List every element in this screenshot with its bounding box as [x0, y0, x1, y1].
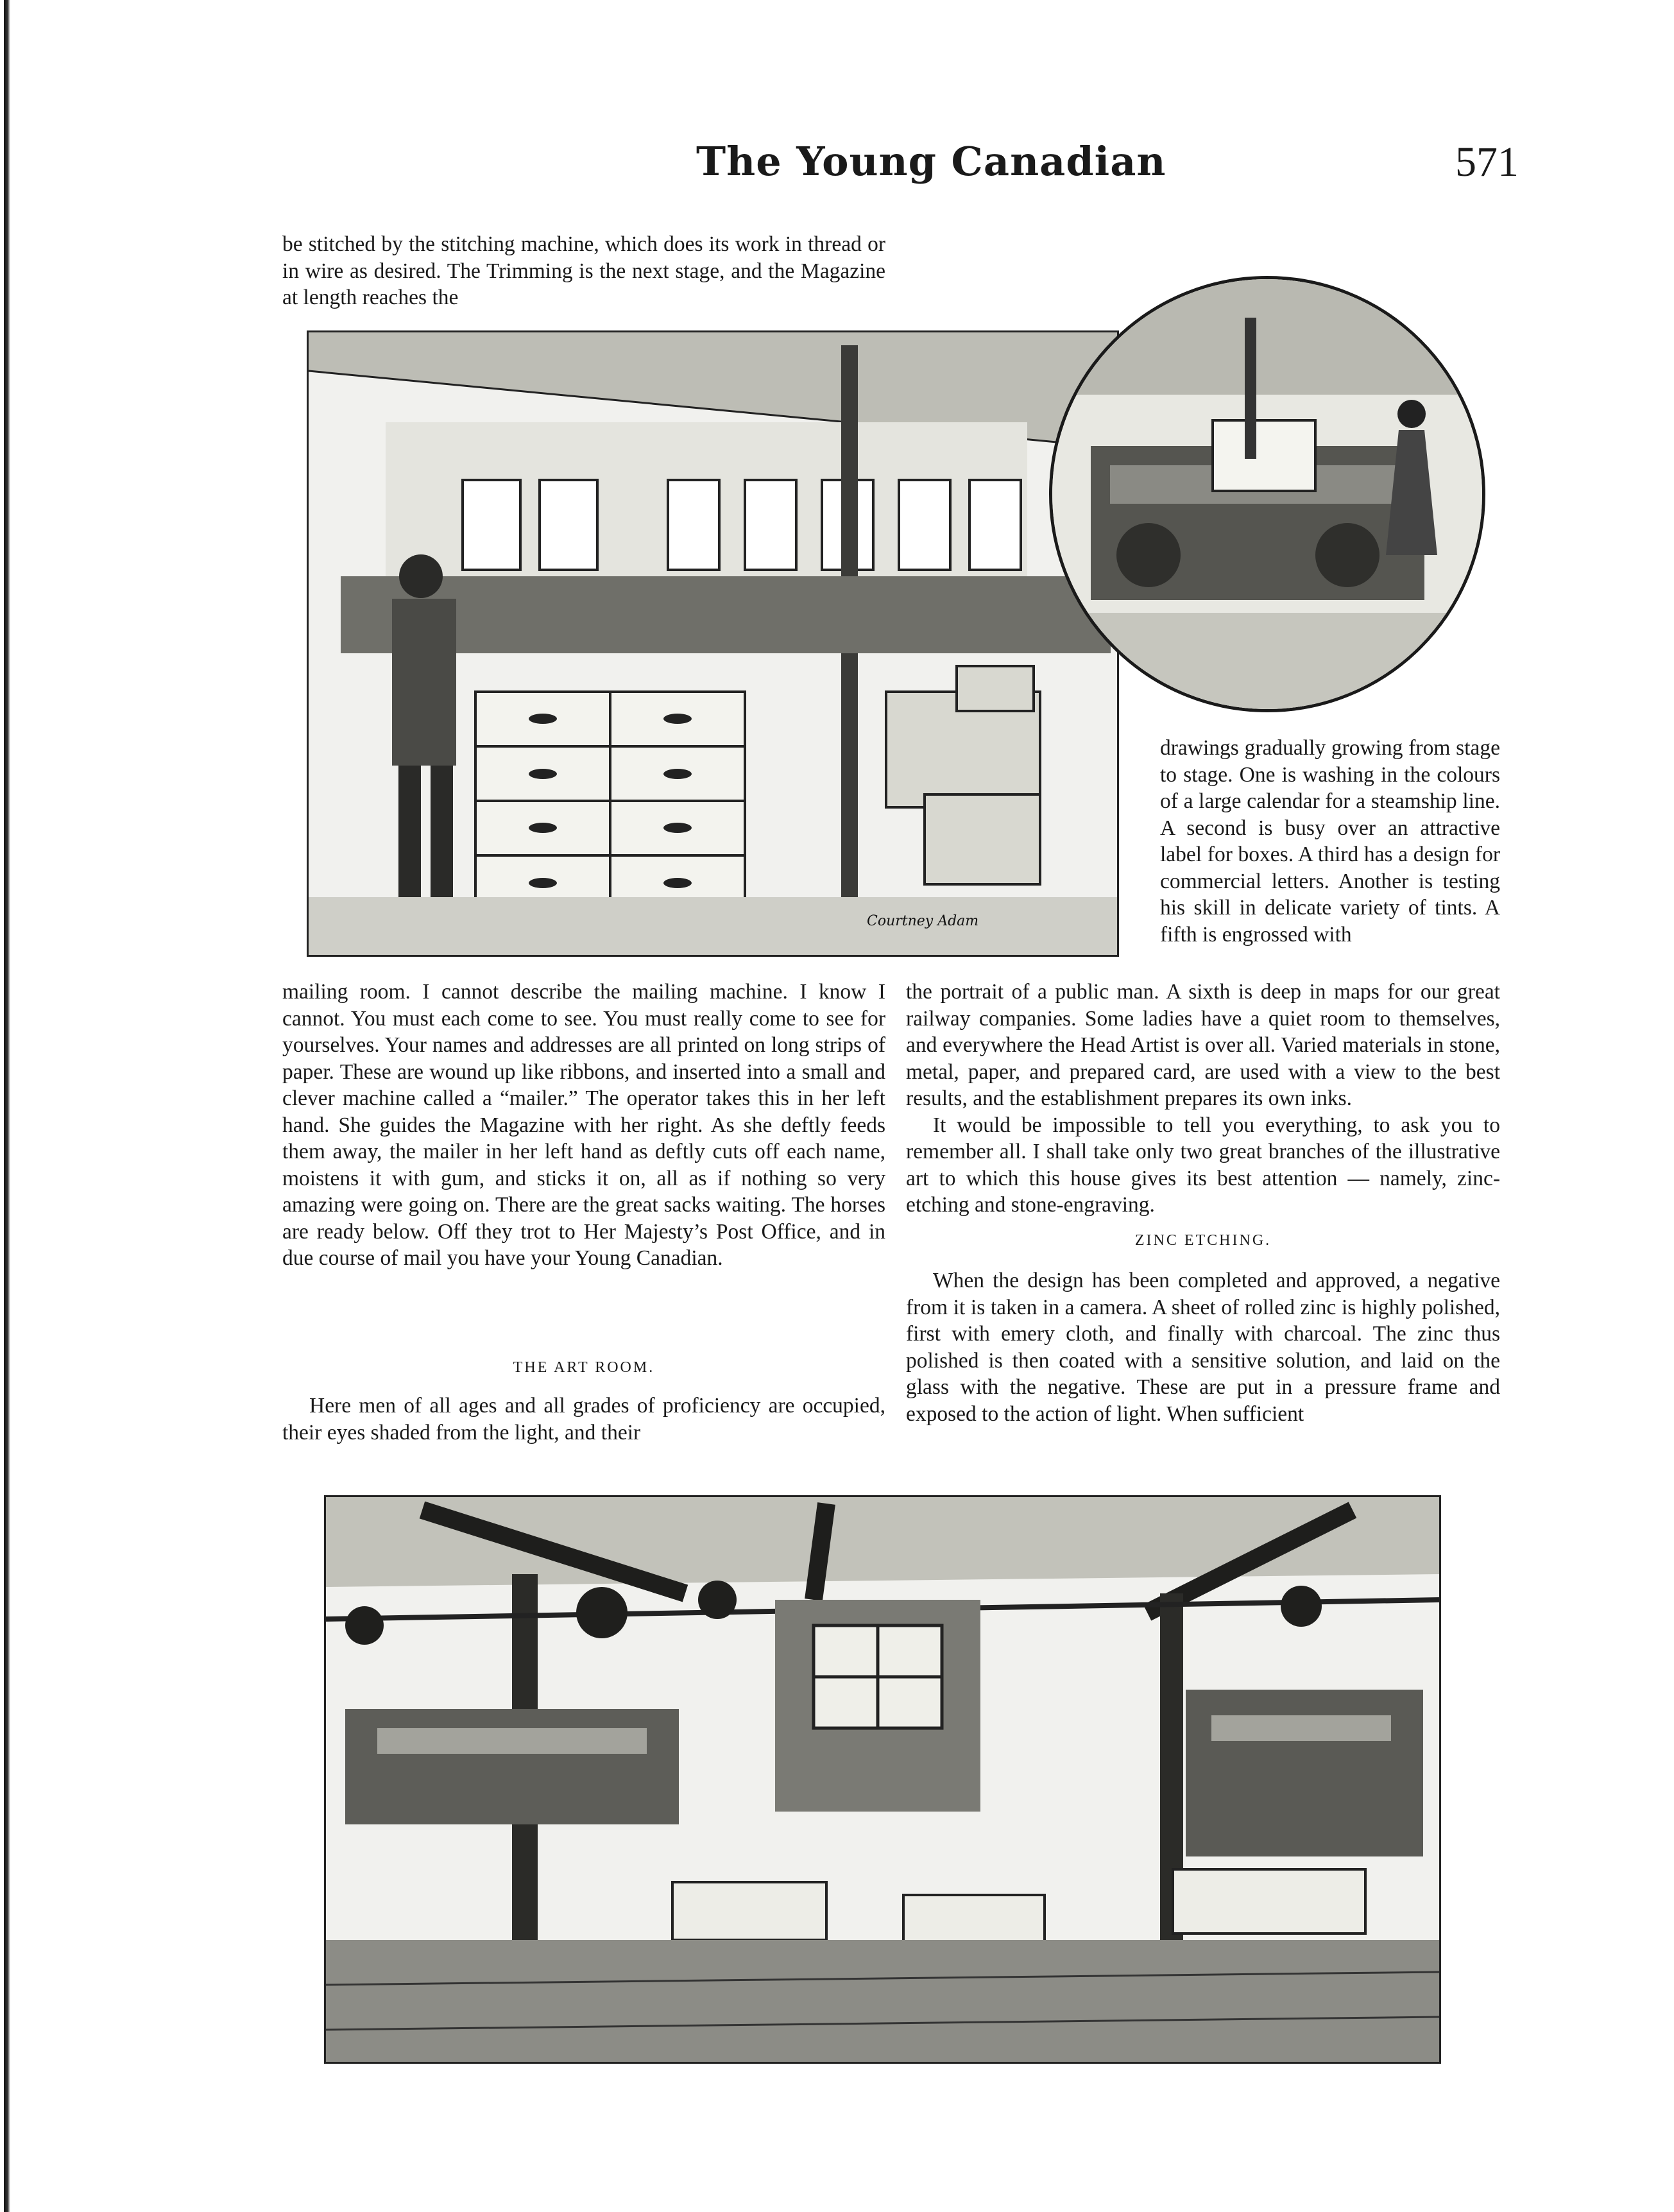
page-number: 571	[1455, 139, 1519, 185]
factory-floor-illustration	[324, 1495, 1441, 2064]
right-column-text	[906, 979, 1500, 1219]
paragraph: mailing room. I cannot describe the mailing machine. I know I cannot. You must each come to see. You must really come to see for yourselves. Your names and addresses are all printed on long strips of paper. These are wound up like ribbons, and inserted into a small and clever machine called a “mailer.” The operator takes this in her left hand. She guides the Magazine with her right. As she deftly feeds them away, the mailer in her left hand as deftly cuts off each name, moistens it with gum, and sticks it on, all as if nothing so very amazing were going on. There are the great sacks waiting. The horses are ready below. Off they trot to Her Majesty’s Post Office, and in due course of mail you have your Young Canadian.	[282, 980, 885, 1270]
paragraph: be stitched by the stitching machine, which does its work in thread or in wire as desired. The Trimming is the next stage, and the Magazine at length reaches the	[282, 232, 885, 309]
right-narrow-text	[1160, 735, 1500, 948]
section-heading-zinc-etching: ZINC ETCHING.	[1134, 1232, 1272, 1249]
factory-floor-drawing	[326, 1497, 1439, 2062]
stock-room-illustration	[307, 330, 1119, 957]
art-room-text	[282, 1393, 885, 1446]
paragraph: drawings gradually growing from stage to stage. One is washing in the colours of a large calendar for a steamship line. A second is busy over an attractive label for boxes. A third has a design for commercial letters. Another is testing his skill in delicate variety of tints. A fifth is engrossed with	[1160, 736, 1500, 947]
top-intro-text	[282, 231, 885, 311]
section-heading-art-room: THE ART ROOM.	[513, 1359, 655, 1376]
running-title: The Young Canadian	[696, 138, 1166, 185]
left-column-text	[282, 979, 885, 1272]
paragraph: It would be impossible to tell you everything, to ask you to remember all. I shall take only two great branches of the illustrative art to which this house gives its best attention — namely, zinc-etching and stone-engraving.	[906, 1113, 1500, 1217]
illustration-signature: Courtney Adam	[867, 913, 979, 929]
stock-room-drawing	[309, 332, 1117, 955]
press-room-roundel	[1049, 276, 1485, 712]
paragraph: Here men of all ages and all grades of proficiency are occupied, their eyes shaded from the light, and their	[282, 1394, 885, 1445]
paragraph: the portrait of a public man. A sixth is deep in maps for our great railway companies. Some ladies have a quiet room to themselves, and everywhere the Head Artist is over all. Varied materials in stone, metal, paper, and prepared card, are used with a view to the best results, and the establishment prepares its own inks.	[906, 980, 1500, 1110]
page-spine-edge	[4, 0, 10, 2212]
zinc-etching-text	[906, 1267, 1500, 1427]
paragraph: When the design has been completed and approved, a negative from it is taken in a camera. A sheet of rolled zinc is highly polished, first with emery cloth, and finally with charcoal. The zinc thus polished is then coated with a sensitive solution, and laid on the glass with the negative. These are put in a pressure frame and exposed to the action of light. When sufficient	[906, 1269, 1500, 1426]
press-machine-drawing	[1052, 279, 1482, 709]
